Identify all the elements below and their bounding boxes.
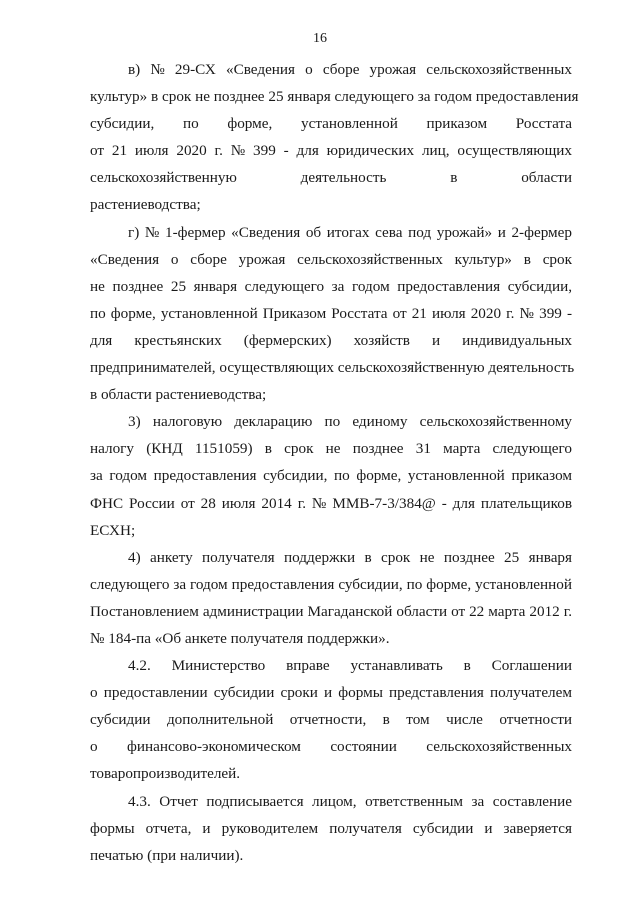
- text-line: 3) налоговую декларацию по единому сельскохозяйственному: [128, 413, 573, 431]
- paragraph: [90, 408, 572, 543]
- text-line: налогу (КНД 1151059) в срок не позднее 31 марта следующего: [90, 440, 572, 458]
- text-line: товаропроизводителей.: [90, 765, 241, 783]
- text-line: следующего за годом предоставления субсидии, по форме, установленной: [90, 575, 573, 593]
- paragraph: [90, 652, 572, 787]
- text-line: 4.2. Министерство вправе устанавливать в Соглашении: [128, 657, 572, 675]
- text-line: «Сведения о сборе урожая сельскохозяйственных культур» в срок: [90, 250, 572, 268]
- text-line: формы отчета, и руководителем получателя субсидии и заверяется: [90, 819, 572, 837]
- text-line: печатью (при наличии).: [90, 846, 244, 864]
- text-line: от 21 июля 2020 г. № 399 - для юридических лиц, осуществляющих: [90, 142, 573, 160]
- text-line: ЕСХН;: [90, 521, 136, 539]
- text-line: в области растениеводства;: [90, 386, 267, 404]
- paragraph: [90, 56, 579, 219]
- text-line: не позднее 25 января следующего за годом предоставления субсидии,: [90, 277, 573, 295]
- paragraph: [90, 219, 575, 409]
- text-line: по форме, установленной Приказом Росстата от 21 июля 2020 г. № 399 -: [90, 304, 573, 322]
- text-line: г) № 1-фермер «Сведения об итогах сева под урожай» и 2-фермер: [128, 223, 573, 241]
- text-line: ФНС России от 28 июля 2014 г. № ММВ-7-3/384@ - для плательщиков: [90, 494, 573, 512]
- text-line: для крестьянских (фермерских) хозяйств и индивидуальных: [90, 331, 573, 349]
- text-line: 4) анкету получателя поддержки в срок не позднее 25 января: [128, 548, 573, 566]
- paragraph: [90, 544, 572, 652]
- document-body: [90, 56, 579, 869]
- text-line: сельскохозяйственную деятельность в области: [90, 169, 572, 187]
- text-line: в) № 29-СХ «Сведения о сборе урожая сельскохозяйственных: [128, 61, 572, 78]
- text-line: № 184-па «Об анкете получателя поддержки».: [90, 629, 390, 647]
- text-line: 4.3. Отчет подписывается лицом, ответственным за составление: [128, 792, 573, 810]
- paragraph: [90, 788, 572, 869]
- text-line: субсидии, по форме, установленной приказом Росстата: [90, 115, 573, 133]
- text-line: Постановлением администрации Магаданской области от 22 марта 2012 г.: [90, 602, 573, 620]
- page-number: 16: [313, 31, 327, 46]
- text-line: за годом предоставления субсидии, по форме, установленной приказом: [90, 467, 573, 485]
- text-line: о предоставлении субсидии сроки и формы представления получателем: [90, 684, 572, 702]
- text-line: предпринимателей, осуществляющих сельскохозяйственную деятельность: [90, 359, 575, 377]
- text-line: растениеводства;: [90, 196, 201, 214]
- text-line: о финансово-экономическом состоянии сельскохозяйственных: [90, 738, 572, 756]
- text-line: субсидии дополнительной отчетности, в том числе отчетности: [90, 711, 572, 729]
- text-line: культур» в срок не позднее 25 января следующего за годом предоставления: [90, 88, 579, 106]
